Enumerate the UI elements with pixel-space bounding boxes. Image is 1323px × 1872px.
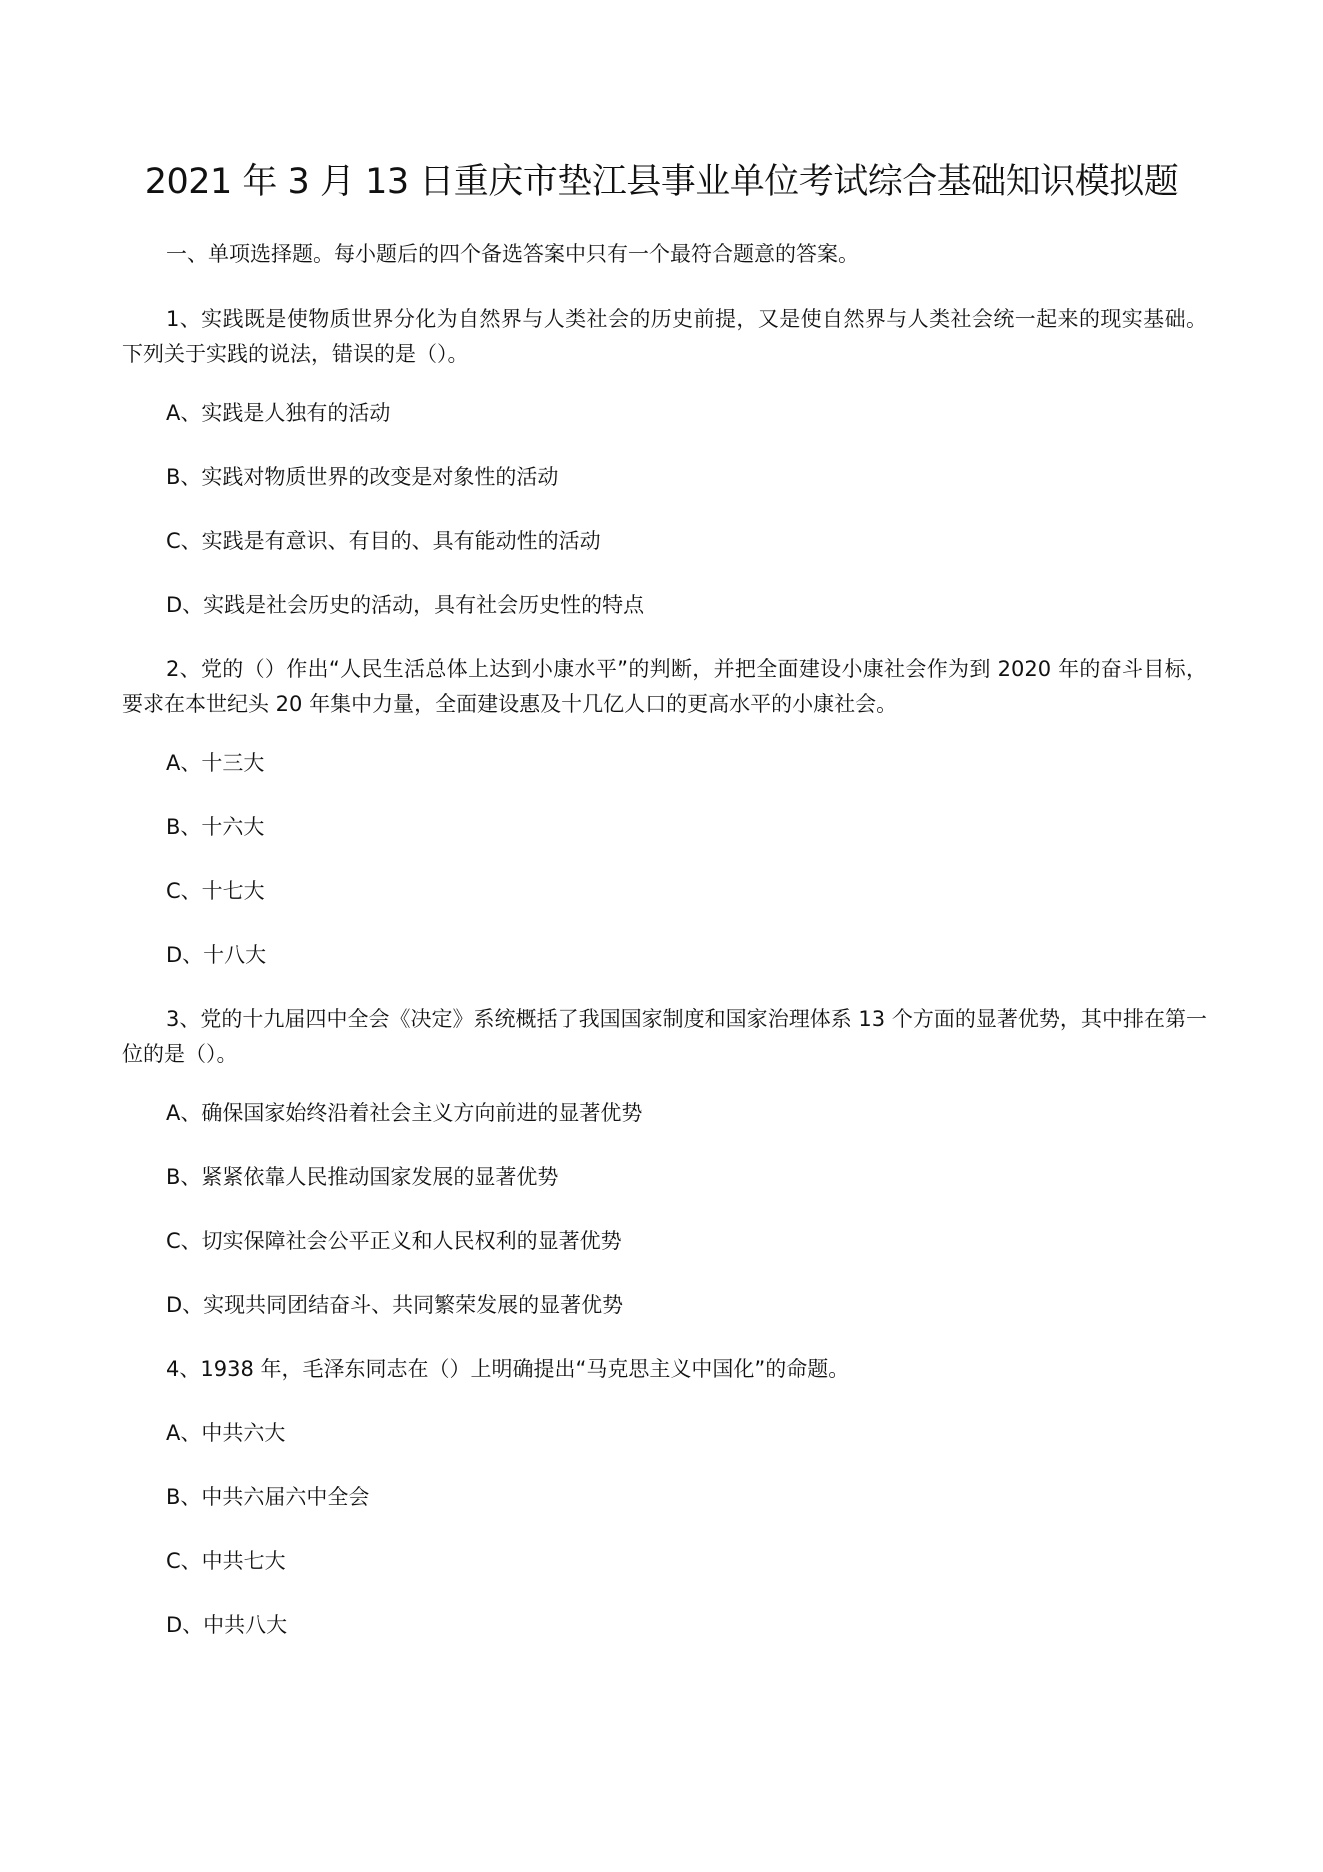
question-2-option-d: D、十八大 <box>166 943 267 967</box>
question-3-option-a: A、确保国家始终沿着社会主义方向前进的显著优势 <box>166 1101 643 1125</box>
question-1-option-d: D、实践是社会历史的活动，具有社会历史性的特点 <box>166 593 645 617</box>
question-4-option-a: A、中共六大 <box>166 1421 286 1445</box>
question-3-option-d: D、实现共同团结奋斗、共同繁荣发展的显著优势 <box>166 1293 624 1317</box>
question-2-option-c: C、十七大 <box>166 879 265 903</box>
question-4-stem: 4、1938 年，毛泽东同志在（）上明确提出“马克思主义中国化”的命题。 <box>166 1357 850 1381</box>
question-2-stem: 2、党的（）作出“人民生活总体上达到小康水平”的判断，并把全面建设小康社会作为到 2020 年的奋斗目标，要求在本世纪头 20 年集中力量，全面建设惠及十几亿人口的更高水平的小康社会。 <box>122 657 1207 716</box>
question-4-option-b: B、中共六届六中全会 <box>166 1485 370 1509</box>
question-1-option-b: B、实践对物质世界的改变是对象性的活动 <box>166 465 559 489</box>
question-3-option-b: B、紧紧依靠人民推动国家发展的显著优势 <box>166 1165 559 1189</box>
question-1-stem: 1、实践既是使物质世界分化为自然界与人类社会的历史前提，又是使自然界与人类社会统一起来的现实基础。下列关于实践的说法，错误的是（）。 <box>122 307 1207 366</box>
question-1-option-c: C、实践是有意识、有目的、具有能动性的活动 <box>166 529 601 553</box>
question-3-option-c: C、切实保障社会公平正义和人民权利的显著优势 <box>166 1229 622 1253</box>
question-2-option-a: A、十三大 <box>166 751 265 775</box>
question-4-option-c: C、中共七大 <box>166 1549 286 1573</box>
question-1-option-a: A、实践是人独有的活动 <box>166 401 391 425</box>
document-title: 2021 年 3 月 13 日重庆市垫江县事业单位考试综合基础知识模拟题 <box>144 162 1179 202</box>
question-3-stem: 3、党的十九届四中全会《决定》系统概括了我国国家制度和国家治理体系 13 个方面的显著优势，其中排在第一位的是（）。 <box>122 1007 1207 1066</box>
question-2-option-b: B、十六大 <box>166 815 265 839</box>
question-4-option-d: D、中共八大 <box>166 1613 288 1637</box>
section-heading: 一、单项选择题。每小题后的四个备选答案中只有一个最符合题意的答案。 <box>166 242 859 266</box>
